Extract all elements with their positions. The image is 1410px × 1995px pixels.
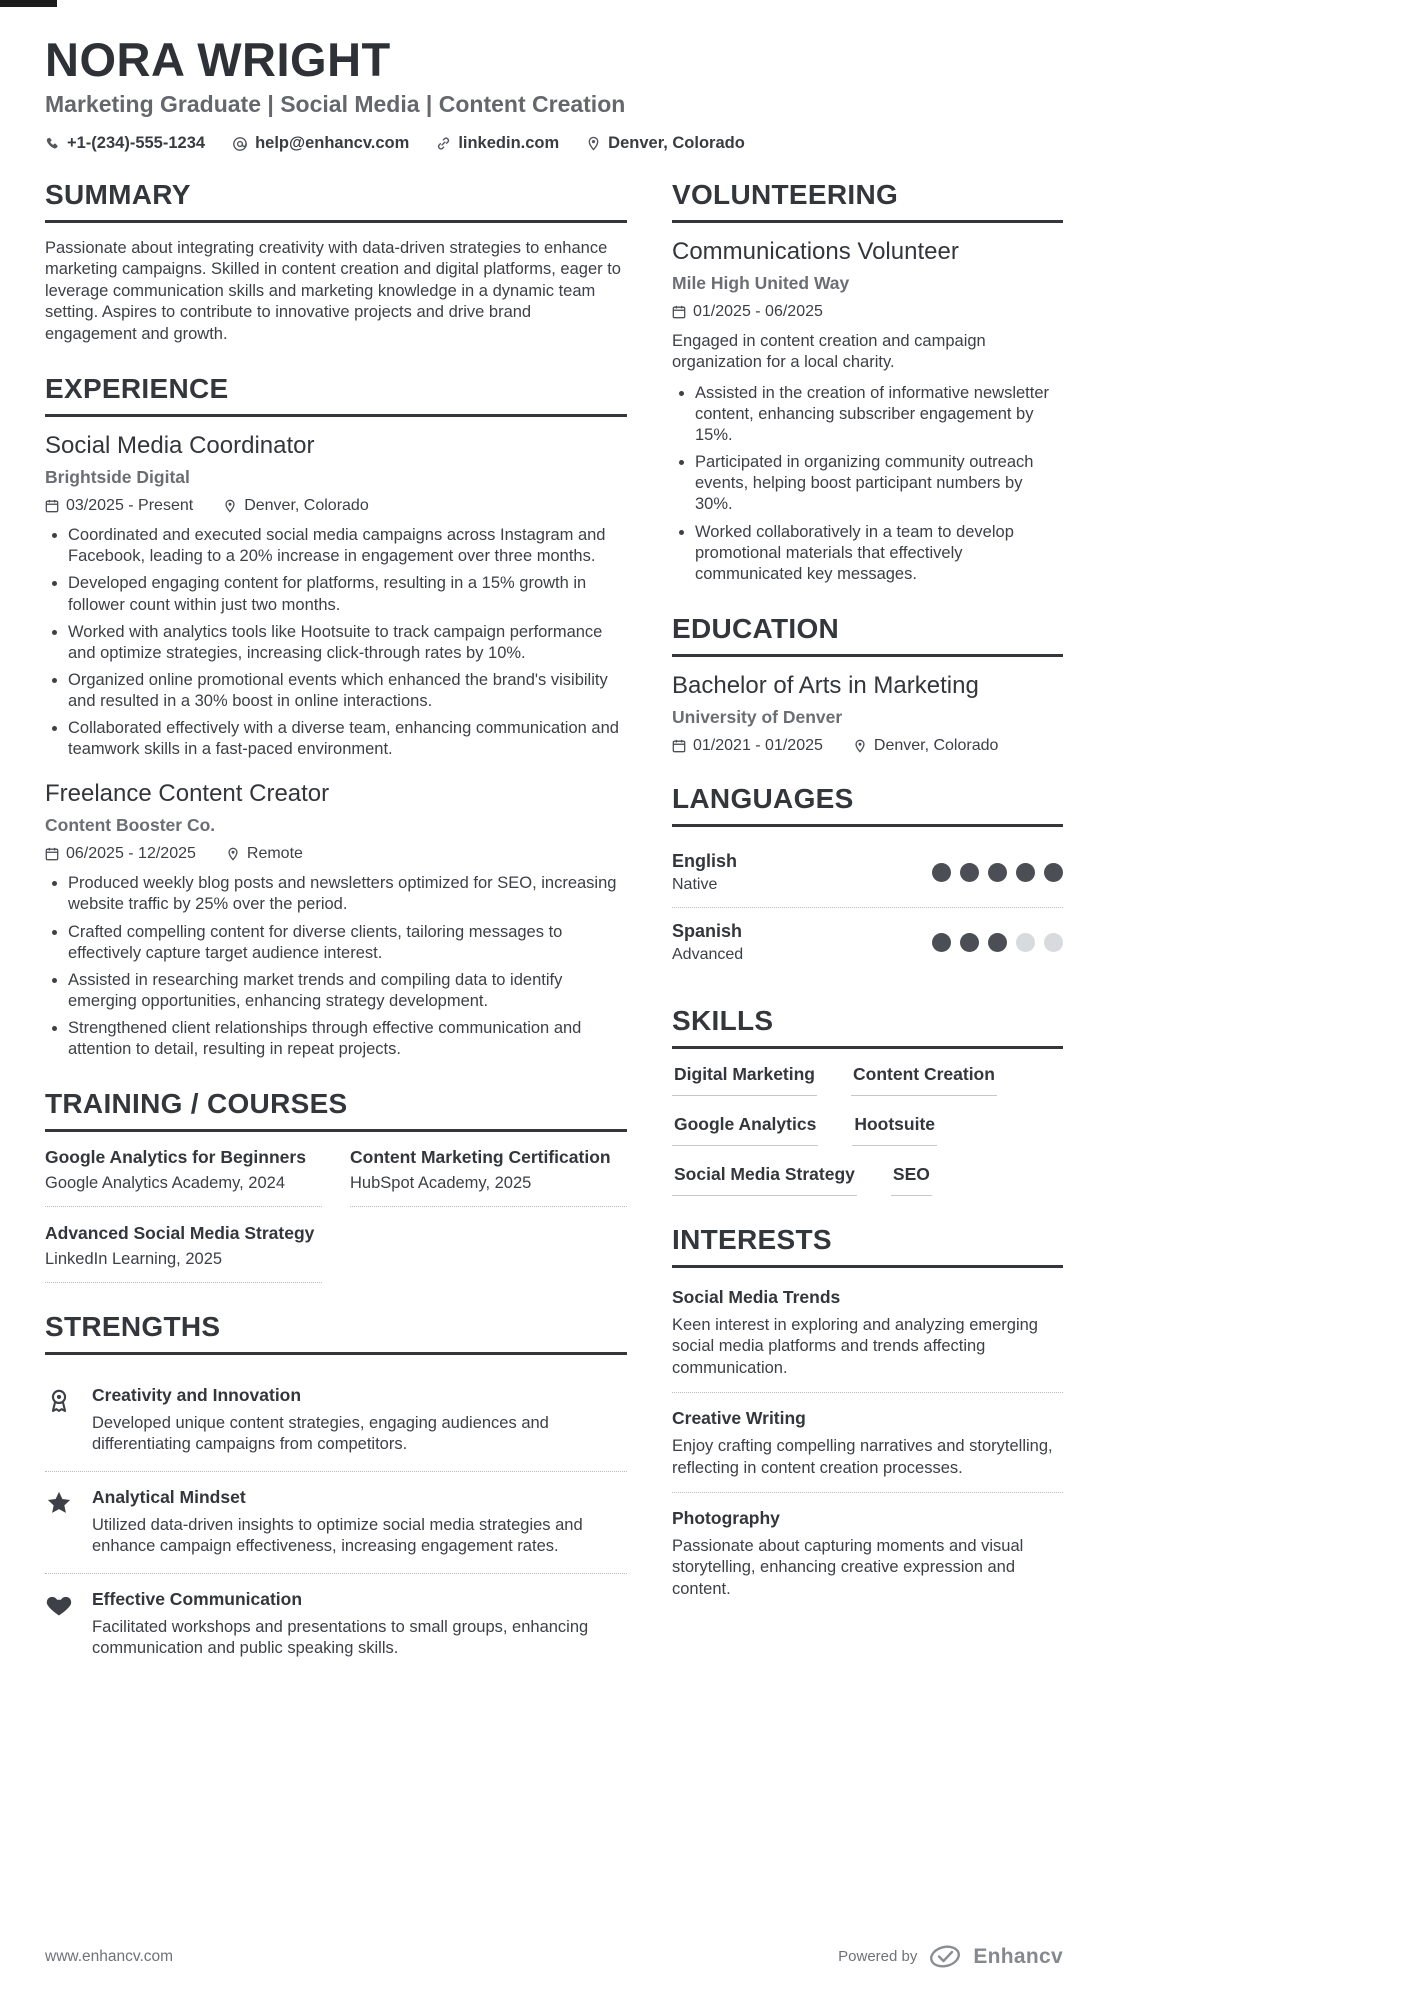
job-meta xyxy=(45,497,627,515)
job-dates xyxy=(45,497,193,515)
contact-email-value: help@enhancv.com xyxy=(255,134,410,152)
job-role: Freelance Content Creator xyxy=(45,780,330,808)
location-pin-icon xyxy=(586,136,601,151)
job-role: Social Media Coordinator xyxy=(45,432,315,460)
interest-name: Social Media Trends xyxy=(672,1286,841,1307)
job-company: Content Booster Co. xyxy=(45,815,216,836)
calendar-icon xyxy=(672,739,686,753)
contact-email[interactable] xyxy=(232,134,409,153)
education-dates-value: 01/2021 - 01/2025 xyxy=(693,736,823,754)
interest-item xyxy=(672,1504,1063,1613)
strength-name: Creativity and Innovation xyxy=(92,1384,302,1405)
interest-text: Passionate about capturing moments and visual storytelling, enhancing creative expression and content. xyxy=(672,1537,1024,1598)
contact-link[interactable] xyxy=(436,134,559,153)
section-experience xyxy=(45,373,627,1060)
section-skills xyxy=(672,1005,1063,1196)
skills-list xyxy=(672,1064,1063,1196)
strength-name: Effective Communication xyxy=(92,1588,303,1609)
skill-tag: Content Creation xyxy=(851,1064,997,1096)
skill-tag: Social Media Strategy xyxy=(672,1164,857,1196)
languages-title: LANGUAGES xyxy=(672,783,1063,827)
volunteering-title: VOLUNTEERING xyxy=(672,179,1063,223)
bullet: • Participated in organizing community outreach events, helping boost participant numbers by 30%. xyxy=(695,452,1063,515)
job-meta xyxy=(45,845,627,863)
proficiency-dot-filled xyxy=(932,863,951,882)
heart-icon xyxy=(45,1589,75,1660)
strength-text: Facilitated workshops and presentations to small groups, enhancing communication and public speaking skills. xyxy=(92,1617,589,1658)
calendar-icon xyxy=(672,305,686,319)
strengths-title: STRENGTHS xyxy=(45,1311,627,1355)
education-title: EDUCATION xyxy=(672,613,1063,657)
strength-name: Analytical Mindset xyxy=(92,1486,246,1507)
section-volunteering xyxy=(672,179,1063,585)
strength-text: Utilized data-driven insights to optimize social media strategies and enhance campaign effectiveness, increasing engagement rates. xyxy=(92,1515,583,1556)
interest-item xyxy=(672,1404,1063,1493)
strength-item xyxy=(45,1574,627,1675)
section-summary xyxy=(45,179,627,345)
summary-title: SUMMARY xyxy=(45,179,627,223)
job-location-value: Remote xyxy=(246,845,303,863)
volunteer-role: Communications Volunteer xyxy=(672,238,959,265)
location-pin-icon xyxy=(853,739,867,753)
training-grid xyxy=(45,1147,627,1283)
location-pin-icon xyxy=(223,499,237,513)
contact-link-value: linkedin.com xyxy=(458,134,560,152)
language-level: Native xyxy=(672,875,718,893)
enhancv-logo-icon[interactable] xyxy=(928,1944,962,1969)
contact-phone[interactable] xyxy=(45,134,205,153)
job-entry xyxy=(45,780,627,1060)
powered-by-label: Powered by xyxy=(838,1948,918,1965)
strength-item xyxy=(45,1370,627,1472)
language-name: Spanish xyxy=(672,920,743,941)
training-org: LinkedIn Learning, 2025 xyxy=(45,1249,223,1268)
education-school: University of Denver xyxy=(672,706,843,727)
bullet: • Organized online promotional events which enhanced the brand's visibility and resulted in a 30% boost in online interactions. xyxy=(68,670,627,712)
candidate-tagline: Marketing Graduate | Social Media | Content Creation xyxy=(45,91,626,117)
training-title: TRAINING / COURSES xyxy=(45,1088,627,1132)
job-dates-value: 06/2025 - 12/2025 xyxy=(66,845,196,863)
strength-text: Developed unique content strategies, engaging audiences and differentiating campaigns from competitors. xyxy=(92,1413,549,1454)
proficiency-dot-filled xyxy=(960,933,979,952)
proficiency-dot-filled xyxy=(1016,863,1035,882)
candidate-name: NORA WRIGHT xyxy=(45,33,391,86)
skills-title: SKILLS xyxy=(672,1005,1063,1049)
bullet: • Coordinated and executed social media campaigns across Instagram and Facebook, leading to a 20% increase in engagement over three months. xyxy=(68,525,627,567)
language-row xyxy=(672,912,1063,977)
contact-location-value: Denver, Colorado xyxy=(608,134,745,152)
summary-text: Passionate about integrating creativity with data-driven strategies to enhance marketing campaigns. Skilled in content creation and digital platforms, eager to leverage communication skills and marketing knowledge in a dynamic team setting. Aspires to contribute to innovative projects and drive brand engagement and growth. xyxy=(45,239,621,343)
bullet: • Collaborated effectively with a diverse team, enhancing communication and teamwork skills in a fast-paced environment. xyxy=(68,718,627,760)
language-row xyxy=(672,842,1063,908)
enhancv-brand-name[interactable]: Enhancv xyxy=(973,1944,1063,1968)
volunteer-summary: Engaged in content creation and campaign organization for a local charity. xyxy=(672,332,986,372)
proficiency-dot-empty xyxy=(1044,933,1063,952)
training-org: Google Analytics Academy, 2024 xyxy=(45,1174,286,1193)
section-education xyxy=(672,613,1063,755)
job-location xyxy=(226,845,303,863)
section-strengths xyxy=(45,1311,627,1675)
star-icon xyxy=(45,1487,75,1558)
bullet: • Crafted compelling content for diverse clients, tailoring messages to effectively capture target audience interest. xyxy=(68,922,627,964)
strength-item xyxy=(45,1472,627,1574)
training-item xyxy=(45,1147,322,1207)
experience-title: EXPERIENCE xyxy=(45,373,627,417)
volunteer-dates xyxy=(672,303,823,321)
volunteer-meta xyxy=(672,303,1063,321)
section-languages xyxy=(672,783,1063,977)
bullet: • Assisted in the creation of informative newsletter content, enhancing subscriber engagement by 15%. xyxy=(695,383,1063,446)
bullet: • Strengthened client relationships through effective communication and attention to detail, resulting in repeat projects. xyxy=(68,1018,627,1060)
interests-title: INTERESTS xyxy=(672,1224,1063,1268)
interest-name: Photography xyxy=(672,1508,780,1529)
medal-icon xyxy=(45,1385,75,1456)
contact-location xyxy=(586,134,745,153)
job-location-value: Denver, Colorado xyxy=(244,497,369,515)
language-name: English xyxy=(672,850,738,871)
calendar-icon xyxy=(45,499,59,513)
volunteer-bullets xyxy=(672,383,1063,585)
job-location xyxy=(223,497,369,515)
volunteer-org: Mile High United Way xyxy=(672,273,850,293)
job-company: Brightside Digital xyxy=(45,467,190,488)
bullet: • Worked with analytics tools like Hootsuite to track campaign performance and optimize strategies, increasing click-through rates by 10%. xyxy=(68,622,627,664)
section-training xyxy=(45,1088,627,1283)
proficiency-dot-filled xyxy=(1044,863,1063,882)
bullet: • Developed engaging content for platforms, resulting in a 15% growth in follower count within just two months. xyxy=(68,573,627,615)
training-name: Advanced Social Media Strategy xyxy=(45,1223,315,1244)
proficiency-dot-filled xyxy=(932,933,951,952)
training-name: Content Marketing Certification xyxy=(350,1147,611,1168)
training-name: Google Analytics for Beginners xyxy=(45,1147,306,1168)
interest-text: Keen interest in exploring and analyzing emerging social media platforms and trends affecting communication. xyxy=(672,1315,1038,1377)
language-level: Advanced xyxy=(672,945,744,963)
proficiency-dot-filled xyxy=(960,863,979,882)
job-entry xyxy=(45,432,627,760)
education-meta xyxy=(672,737,1063,755)
section-interests xyxy=(672,1224,1063,1614)
link-icon xyxy=(436,136,451,151)
skill-tag: Hootsuite xyxy=(852,1114,937,1146)
volunteer-dates-value: 01/2025 - 06/2025 xyxy=(693,303,823,320)
contact-row xyxy=(45,134,1063,153)
proficiency-dot-empty xyxy=(1016,933,1035,952)
skill-tag: SEO xyxy=(891,1164,932,1196)
skill-tag: Google Analytics xyxy=(672,1114,818,1146)
corner-strip xyxy=(0,0,57,7)
education-location-value: Denver, Colorado xyxy=(873,736,999,754)
bullet: • Assisted in researching market trends and compiling data to identify emerging opportunities, enhancing strategy development. xyxy=(68,970,627,1012)
bullet: • Worked collaboratively in a team to develop promotional materials that effectively communicated key messages. xyxy=(695,522,1063,585)
job-bullets xyxy=(45,873,627,1060)
language-proficiency-dots xyxy=(932,933,1063,952)
proficiency-dot-filled xyxy=(988,863,1007,882)
phone-icon xyxy=(45,136,60,151)
page-footer xyxy=(45,1944,1063,1969)
job-bullets xyxy=(45,525,627,760)
contact-phone-value: +1-(234)-555-1234 xyxy=(67,134,206,152)
education-location xyxy=(853,737,999,755)
location-pin-icon xyxy=(226,847,240,861)
job-dates xyxy=(45,845,196,863)
bullet: • Produced weekly blog posts and newsletters optimized for SEO, increasing website traffic by 25% over the period. xyxy=(68,873,627,915)
interest-text: Enjoy crafting compelling narratives and storytelling, reflecting in content creation processes. xyxy=(672,1437,1053,1477)
training-org: HubSpot Academy, 2025 xyxy=(350,1174,532,1193)
job-dates-value: 03/2025 - Present xyxy=(66,497,194,515)
education-degree: Bachelor of Arts in Marketing xyxy=(672,671,979,699)
calendar-icon xyxy=(45,847,59,861)
resume-header xyxy=(45,32,1063,153)
skill-tag: Digital Marketing xyxy=(672,1064,817,1096)
interest-item xyxy=(672,1283,1063,1393)
education-dates xyxy=(672,737,823,755)
language-proficiency-dots xyxy=(932,863,1063,882)
interest-name: Creative Writing xyxy=(672,1408,806,1429)
email-icon xyxy=(232,136,248,152)
proficiency-dot-filled xyxy=(988,933,1007,952)
training-item xyxy=(45,1223,322,1283)
footer-url-link[interactable]: www.enhancv.com xyxy=(45,1947,174,1965)
training-item xyxy=(350,1147,627,1207)
